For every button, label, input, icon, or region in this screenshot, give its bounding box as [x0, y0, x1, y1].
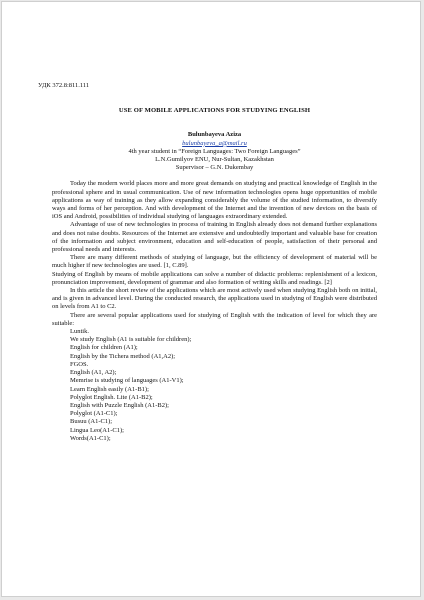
list-item: Lingua Leo(A1-C1);: [70, 426, 124, 434]
list-item: Learn English easily (A1-B1);: [70, 385, 149, 393]
list-item: English for children (A1);: [70, 344, 138, 352]
paper-title: USE OF MOBILE APPLICATIONS FOR STUDYING ENGLISH: [118, 107, 311, 115]
list-item: We study English (A1 is suitable for children);: [70, 336, 192, 344]
paragraph-4: Studying of English by means of mobile applications can solve a number of didactic problems: replenishment of a lexicon, pronunciation improvement, development of grammar and also formation of writing skills and readings. [2]: [52, 270, 377, 286]
app-list: [52, 328, 377, 443]
author-affiliation-line2: L.N.Gumilyov ENU, Nur-Sultan, Kazakhstan: [155, 156, 274, 164]
list-item: Polyglot (A1-C1);: [70, 410, 118, 418]
list-item: Luntik.: [70, 328, 89, 336]
list-item: Polyglot English. Lite (A1-B2);: [70, 393, 153, 401]
supervisor-line: Supervisor – G.N. Dukembay: [175, 164, 254, 172]
paragraph-6: There are several popular applications used for studying of English with the indication of level for which they are suitable:: [52, 311, 377, 327]
list-item: FGOS.: [70, 360, 89, 368]
paragraph-2: Advantage of use of new technologies in process of training in English already does not demand further explanations and does not raise doubts. Resources of the Internet are extensive and undoubtedly important and valuable base for creation of the information and subject environment, education and self-education of people, satisfaction of their personal and professional needs and interests.: [52, 221, 377, 254]
list-item: Words(A1-C1);: [70, 434, 111, 442]
list-item: English by the Tichera method (A1,A2);: [70, 352, 176, 360]
list-item: English with Puzzle English (A1-B2);: [70, 401, 169, 409]
document-page: [1, 1, 421, 597]
author-name: Bulunbayeva Aziza: [187, 131, 242, 139]
paragraph-5: In this article the short review of the applications which are most actively used when studying English both on initial, and is given in advanced level. During the conducted research, the applications used in studying of English were distributed on levels from A1 to C2.: [52, 287, 377, 311]
author-block: [52, 131, 377, 172]
list-item: Busuu (A1-C1);: [70, 418, 113, 426]
document-content: [38, 82, 377, 443]
list-item: Memrise is studying of languages (A1-V1);: [70, 377, 184, 385]
paragraph-1: Today the modern world places more and more great demands on studying and practical knowledge of English in the professional sphere and in usual communication. Use of new information technologies opens huge opportunities of mobile applications as way of training as they allow expanding considerably the volume of the studied information, to diversify ways and forms of her perception. And with development of the Internet and the invention of new devices on the basis of iOS and Android, possibilities of individual studying of languages extraordinary extended.: [52, 180, 377, 221]
udk-code: УДК 372.8:811.111: [38, 82, 90, 89]
list-item: English (A1, A2);: [70, 369, 117, 377]
paragraph-3: There are many different methods of studying of language, but the efficiency of development of material will be much higher if new technologies are used. [1, C.89].: [52, 254, 377, 270]
author-affiliation-line1: 4th year student in “Foreign Languages: Two Foreign Languages”: [128, 147, 301, 155]
author-email-link[interactable]: bulunbayeva_a@mail.ru: [182, 139, 247, 147]
